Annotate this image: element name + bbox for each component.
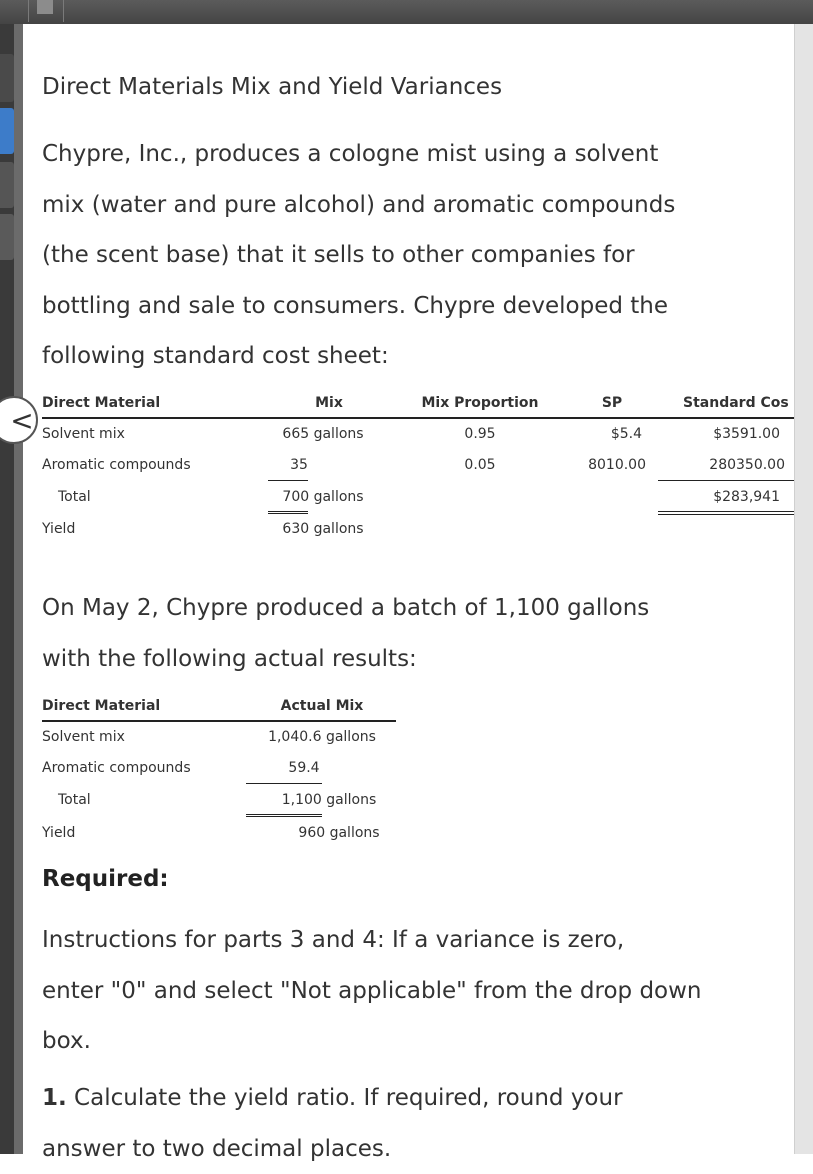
intro-line: following standard cost sheet: (42, 331, 675, 382)
mix-subtotal-rule (246, 783, 322, 784)
question-text: Calculate the yield ratio. If required, round your (67, 1085, 623, 1111)
cost-subtotal-rule (658, 480, 794, 481)
actual-intro-paragraph (42, 583, 649, 684)
total-label: Total (58, 792, 91, 808)
actual-intro-line: with the following actual results: (42, 634, 649, 685)
intro-line: (the scent base) that it sells to other companies for (42, 230, 675, 281)
instructions-line: enter "0" and select "Not applicable" from the drop down (42, 966, 702, 1017)
row-sp: 8010.00 (562, 457, 646, 473)
col-header-actual-mix: Actual Mix (257, 698, 387, 714)
col-header-mix-proportion: Mix Proportion (412, 395, 548, 411)
question-number: 1. (42, 1085, 67, 1111)
yield-label: Yield (42, 521, 75, 537)
col-header-material: Direct Material (42, 698, 160, 714)
required-heading: Required: (42, 866, 169, 892)
instructions-paragraph (42, 915, 702, 1067)
row-material: Solvent mix (42, 426, 125, 442)
mix-total-double-rule (246, 814, 322, 817)
yield-mix: 960 gallons (284, 825, 394, 841)
scrollbar-track[interactable] (794, 24, 813, 1154)
col-header-mix: Mix (279, 395, 379, 411)
row-material: Aromatic compounds (42, 457, 191, 473)
thumbnail-3[interactable] (0, 162, 14, 208)
col-header-material: Direct Material (42, 395, 160, 411)
row-mix: 665 gallons (272, 426, 374, 442)
intro-paragraph (42, 129, 675, 382)
question-1-line-2: answer to two decimal places. (42, 1124, 623, 1174)
thumbnail-1[interactable] (0, 54, 14, 102)
mix-total-double-rule (268, 511, 308, 514)
question-1 (42, 1073, 623, 1174)
intro-line: mix (water and pure alcohol) and aromatic compounds (42, 180, 675, 231)
instructions-line: Instructions for parts 3 and 4: If a variance is zero, (42, 915, 702, 966)
total-label: Total (58, 489, 91, 505)
toolbar-tab-button[interactable] (28, 0, 64, 22)
standard-cost-table (42, 394, 794, 554)
cost-total-double-rule (658, 511, 794, 515)
row-proportion: 0.05 (430, 457, 530, 473)
row-cost: $3591.00 (662, 426, 780, 442)
back-arrow-button[interactable] (0, 396, 38, 444)
total-mix: 1,100 gallons (270, 792, 388, 808)
yield-mix: 630 gallons (272, 521, 374, 537)
chevron-left-icon: < (10, 404, 33, 437)
row-actual-mix: 1,040.6 gallons (252, 729, 392, 745)
col-header-sp: SP (582, 395, 642, 411)
header-rule (42, 720, 396, 722)
thumbnail-2-active[interactable] (0, 108, 14, 154)
col-header-standard-cost: Standard Cos (683, 395, 794, 411)
top-toolbar (0, 0, 813, 24)
row-sp: $5.4 (562, 426, 642, 442)
yield-label: Yield (42, 825, 75, 841)
thumbnail-4[interactable] (0, 214, 14, 260)
instructions-line: box. (42, 1016, 702, 1067)
row-actual-mix: 59.4 (282, 760, 326, 776)
intro-line: Chypre, Inc., produces a cologne mist using a solvent (42, 129, 675, 180)
actual-intro-line: On May 2, Chypre produced a batch of 1,100 gallons (42, 583, 649, 634)
row-cost: 280350.00 (662, 457, 785, 473)
row-material: Solvent mix (42, 729, 125, 745)
total-cost: $283,941 (662, 489, 780, 505)
row-mix: 35 (279, 457, 319, 473)
actual-results-table (42, 697, 402, 847)
intro-line: bottling and sale to consumers. Chypre developed the (42, 281, 675, 332)
header-rule (42, 417, 794, 419)
row-proportion: 0.95 (430, 426, 530, 442)
row-material: Aromatic compounds (42, 760, 191, 776)
panel-divider (14, 24, 23, 1154)
problem-title: Direct Materials Mix and Yield Variances (42, 74, 502, 100)
mix-subtotal-rule (268, 480, 308, 481)
total-mix: 700 gallons (272, 489, 374, 505)
question-1-line-1 (42, 1073, 623, 1124)
left-thumbnail-rail (0, 24, 14, 1154)
